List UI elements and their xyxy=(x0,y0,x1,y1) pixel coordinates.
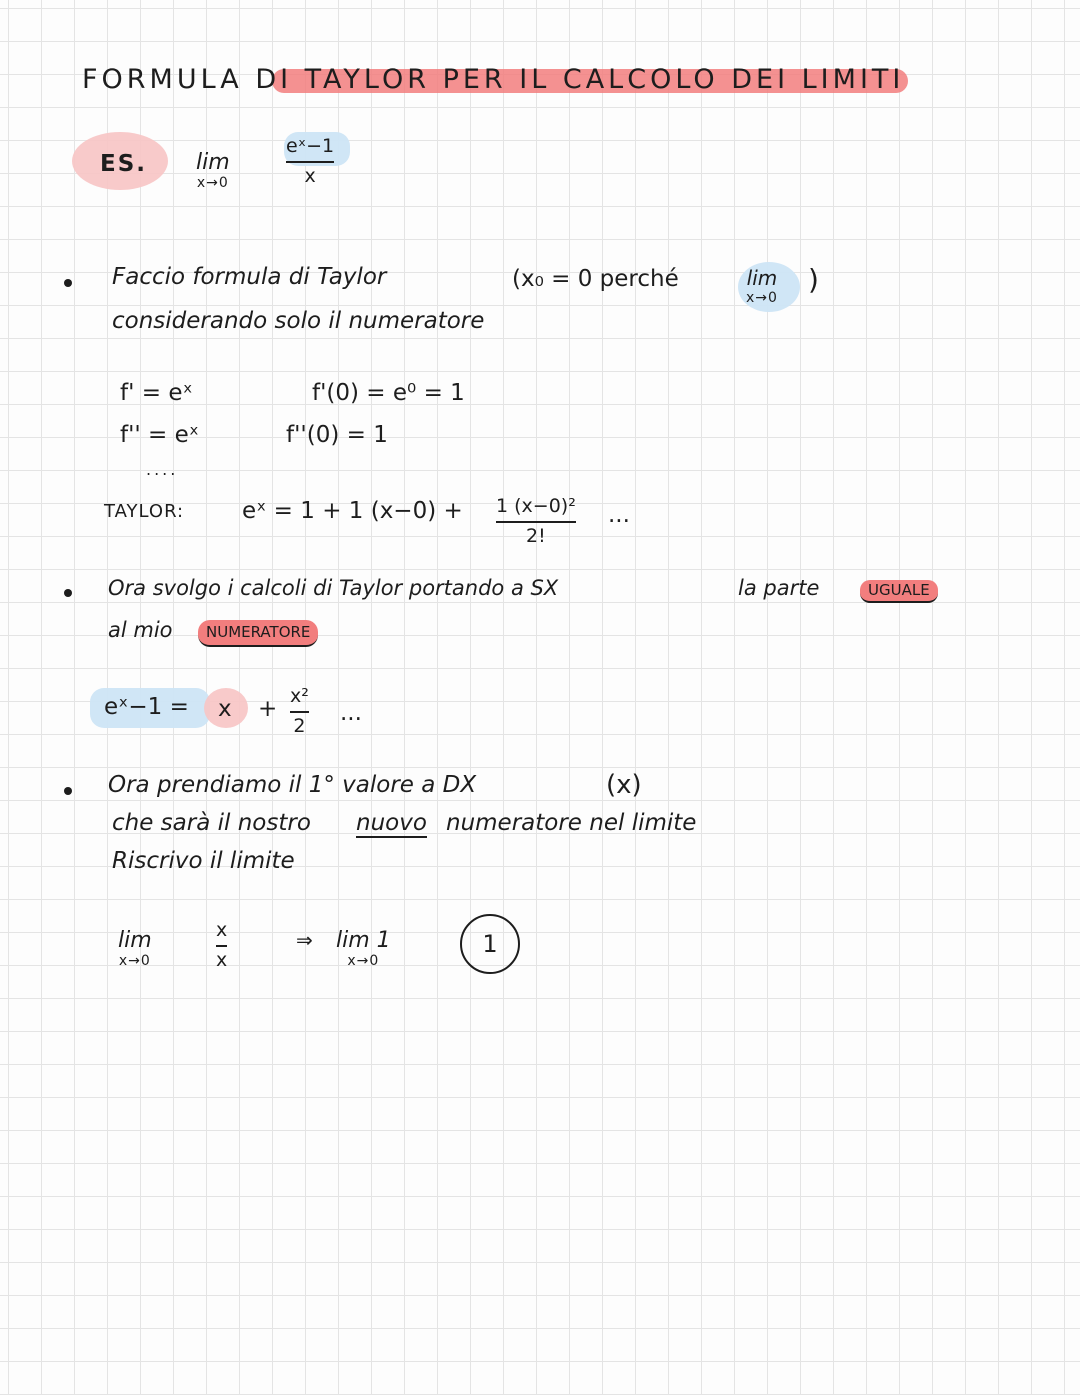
bullet1-close: ) xyxy=(808,263,819,296)
taylor-trail: ... xyxy=(608,502,630,528)
example-fraction xyxy=(286,136,334,188)
expansion-x: x xyxy=(218,696,232,722)
final-lim-sub: x→0 xyxy=(118,953,151,969)
derivative-dots: .... xyxy=(146,460,179,479)
final-num: x xyxy=(216,919,228,941)
example-lim-sub: x→0 xyxy=(196,175,229,191)
expansion-trail: ... xyxy=(340,700,362,726)
fraction-bar xyxy=(290,711,309,713)
bullet1-lim-sub: x→0 xyxy=(746,290,778,306)
final-den: x xyxy=(216,948,228,971)
bullet3-line1: Ora prendiamo il 1° valore a DX xyxy=(108,772,477,798)
bullet3-line3: Riscrivo il limite xyxy=(112,848,295,874)
fraction-bar xyxy=(496,521,576,523)
example-label: ES. xyxy=(100,151,148,177)
example-den: x xyxy=(304,164,316,187)
taylor-fraction xyxy=(496,496,576,548)
example-lim-text: lim xyxy=(196,150,230,175)
expansion-fraction xyxy=(290,686,309,738)
bullet-3 xyxy=(64,787,72,795)
bullet3-line2-underlined: nuovo xyxy=(356,810,427,836)
taylor-frac-den: 2! xyxy=(526,524,546,547)
derivative-f1-at-0: f'(0) = e⁰ = 1 xyxy=(312,380,465,406)
final-fraction xyxy=(216,920,227,972)
expansion-plus: + xyxy=(258,696,278,722)
badge-uguale: UGUALE xyxy=(860,580,938,603)
derivative-f1: f' = eˣ xyxy=(120,380,193,406)
final-lim2 xyxy=(336,928,391,969)
derivative-f2: f'' = eˣ xyxy=(120,422,199,448)
bullet-1 xyxy=(64,279,72,287)
bullet3-paren: (x) xyxy=(606,770,642,800)
page-title: FORMULA DI TAYLOR PER IL CALCOLO DEI LIMITI xyxy=(82,64,905,95)
fraction-bar xyxy=(216,945,227,947)
bullet1-lim-text: lim xyxy=(746,266,778,290)
bullet1-x0: (x₀ = 0 perché xyxy=(512,266,679,292)
example-num: eˣ−1 xyxy=(286,135,335,157)
derivative-f2-at-0: f''(0) = 1 xyxy=(286,422,388,448)
expansion-lhs: eˣ−1 = xyxy=(104,694,189,720)
bullet1-line2: considerando solo il numeratore xyxy=(112,308,485,334)
final-result-circle xyxy=(460,914,520,974)
expansion-frac-den: 2 xyxy=(293,714,306,737)
bullet3-line2-b: numeratore nel limite xyxy=(446,810,697,836)
fraction-bar xyxy=(286,161,334,163)
bullet1-text-a: Faccio formula di Taylor xyxy=(112,264,387,290)
final-lim2-text: lim 1 xyxy=(336,928,391,953)
final-lim2-sub: x→0 xyxy=(347,953,380,969)
bullet2-line1-a: Ora svolgo i calcoli di Taylor portando a SX xyxy=(108,576,559,600)
expansion-frac-num: x² xyxy=(290,685,309,707)
taylor-label: TAYLOR: xyxy=(104,501,185,522)
taylor-frac-num: 1 (x−0)² xyxy=(496,495,576,517)
final-lim xyxy=(118,928,152,969)
bullet2-line2-a: al mio xyxy=(108,618,173,642)
final-lim-text: lim xyxy=(118,928,152,953)
bullet1-lim xyxy=(746,266,778,306)
final-result: 1 xyxy=(482,930,498,958)
bullet3-line2-a: che sarà il nostro xyxy=(112,810,311,836)
example-lim xyxy=(196,150,230,191)
taylor-formula: eˣ = 1 + 1 (x−0) + xyxy=(242,498,463,524)
badge-numeratore: NUMERATORE xyxy=(198,620,318,647)
final-arrow: ⇒ xyxy=(296,928,313,952)
bullet2-line1-b: la parte xyxy=(738,576,820,600)
bullet-2 xyxy=(64,589,72,597)
